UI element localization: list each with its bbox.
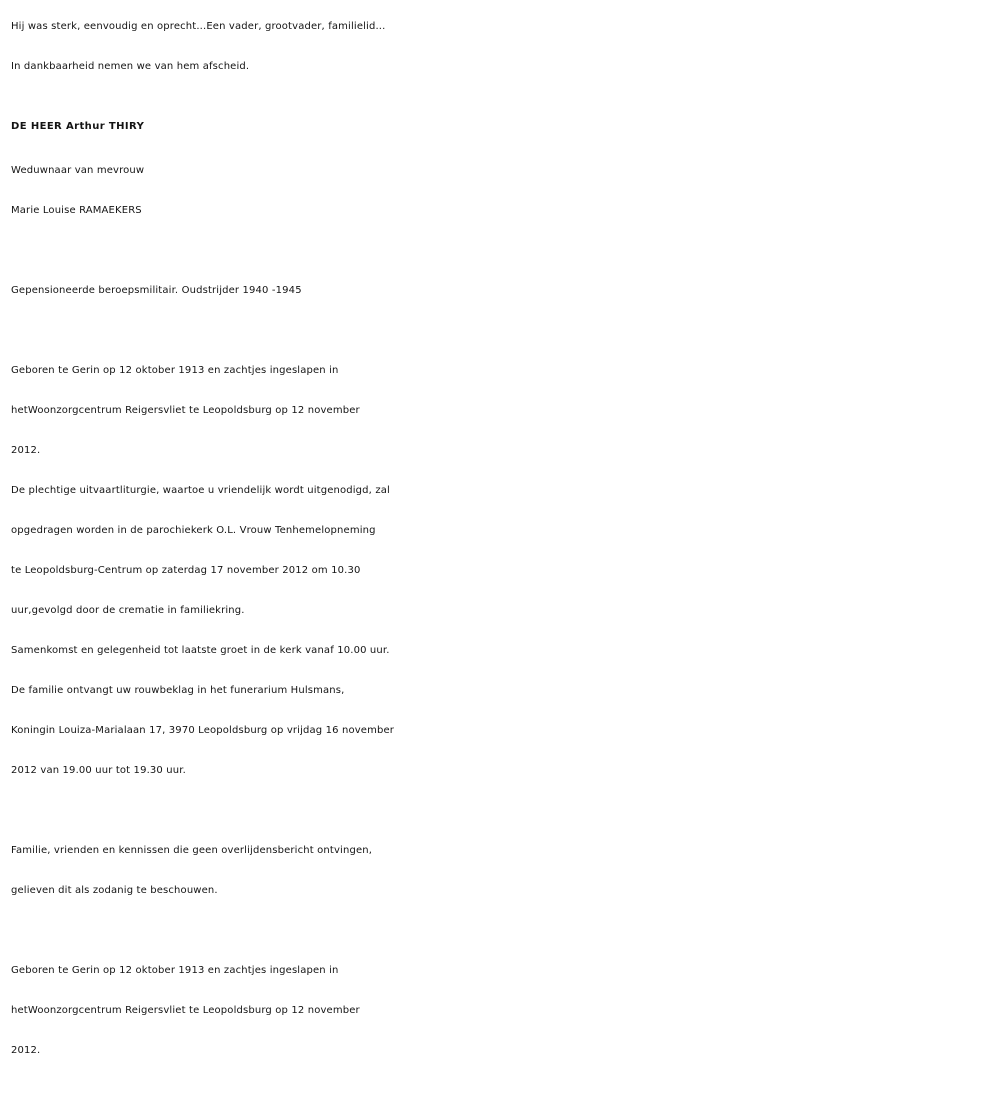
intro-block <box>11 7 996 87</box>
repeat-line: 2012. <box>11 1045 41 1056</box>
details-line: Samenkomst en gelegenheid tot laatste groet in de kerk vanaf 10.00 uur. <box>11 645 390 656</box>
details-line: 2012 van 19.00 uur tot 19.30 uur. <box>11 765 186 776</box>
details-block <box>11 351 996 791</box>
details-line: hetWoonzorgcentrum Reigersvliet te Leopoldsburg op 12 november <box>11 405 360 416</box>
details-line: De familie ontvangt uw rouwbeklag in het funerarium Hulsmans, <box>11 685 345 696</box>
intro-line: In dankbaarheid nemen we van hem afscheid. <box>11 61 250 72</box>
spacer <box>11 791 996 831</box>
profession-line: Gepensioneerde beroepsmilitair. Oudstrijder 1940 -1945 <box>11 285 302 296</box>
repeat-block <box>11 951 996 1071</box>
widower-line: Marie Louise RAMAEKERS <box>11 205 142 216</box>
obituary-document <box>11 7 996 1071</box>
details-line: Geboren te Gerin op 12 oktober 1913 en zachtjes ingeslapen in <box>11 365 339 376</box>
details-line: uur,gevolgd door de crematie in familiekring. <box>11 605 245 616</box>
notice-block <box>11 831 996 911</box>
spacer <box>11 311 996 351</box>
repeat-line: Geboren te Gerin op 12 oktober 1913 en zachtjes ingeslapen in <box>11 965 339 976</box>
widower-line: Weduwnaar van mevrouw <box>11 165 145 176</box>
intro-line: Hij was sterk, eenvoudig en oprecht...Een vader, grootvader, familielid... <box>11 21 386 32</box>
details-line: te Leopoldsburg-Centrum op zaterdag 17 november 2012 om 10.30 <box>11 565 361 576</box>
spacer <box>11 911 996 951</box>
widower-block <box>11 151 996 231</box>
repeat-line: hetWoonzorgcentrum Reigersvliet te Leopoldsburg op 12 november <box>11 1005 360 1016</box>
notice-line: Familie, vrienden en kennissen die geen overlijdensbericht ontvingen, <box>11 845 373 856</box>
details-line: De plechtige uitvaartliturgie, waartoe u vriendelijk wordt uitgenodigd, zal <box>11 485 390 496</box>
details-line: Koningin Louiza-Marialaan 17, 3970 Leopoldsburg op vrijdag 16 november <box>11 725 395 736</box>
notice-line: gelieven dit als zodanig te beschouwen. <box>11 885 218 896</box>
details-line: opgedragen worden in de parochiekerk O.L. Vrouw Tenhemelopneming <box>11 525 376 536</box>
details-line: 2012. <box>11 445 41 456</box>
spacer <box>11 231 996 271</box>
deceased-name: DE HEER Arthur THIRY <box>11 121 145 132</box>
